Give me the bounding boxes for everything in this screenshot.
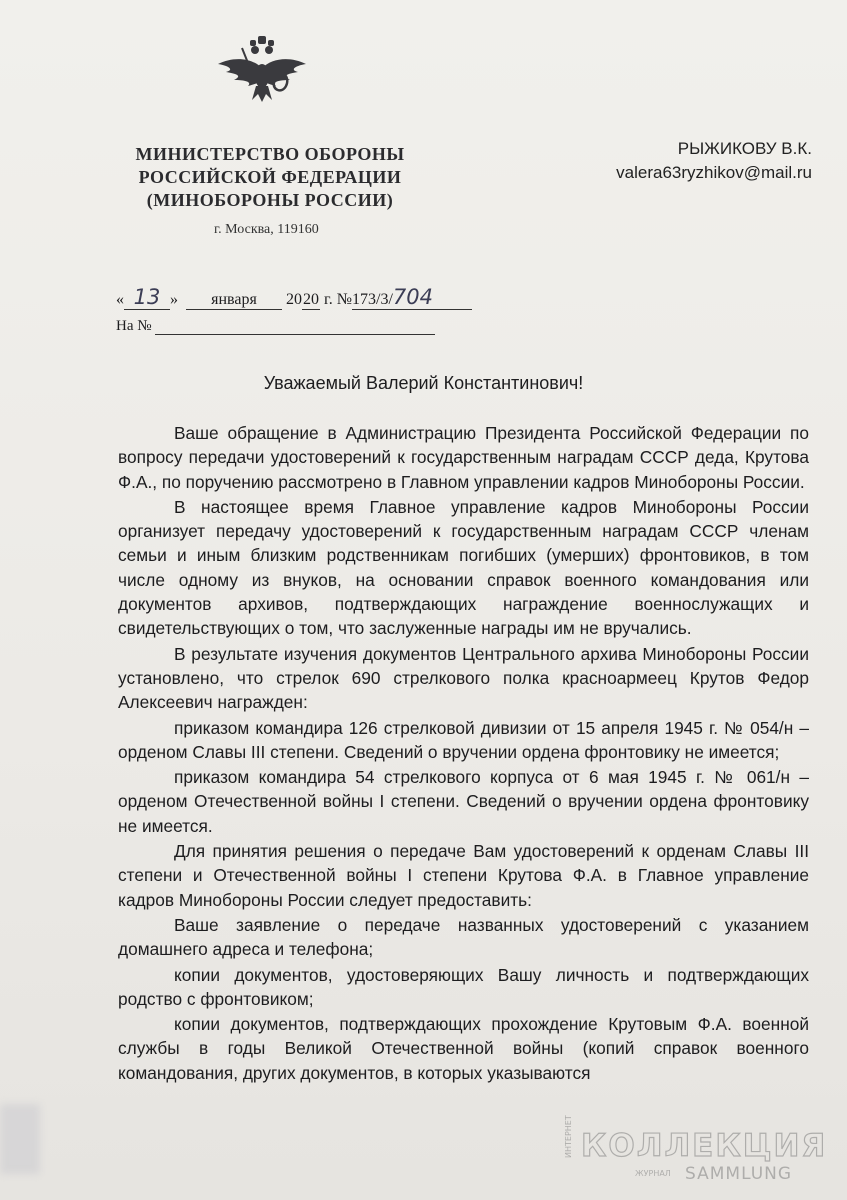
watermark-journal: ЖУРНАЛ: [635, 1169, 671, 1178]
watermark-main: КОЛЛЕКЦИЯ: [581, 1128, 828, 1164]
reference-label: На №: [116, 318, 152, 334]
paragraph: копии документов, подтверждающих прохождение Крутовым Ф.А. военной службы в годы Великой Отечественной войны (копий справок военного командования, других документов, в которых указываются: [118, 1014, 809, 1083]
year-label: г.: [324, 291, 333, 308]
paragraph: В результате изучения документов Центрального архива Минобороны России установлено, что стрелок 690 стрелкового полка красноармеец Крутов Федор Алексеевич награжден:: [118, 643, 809, 713]
reference-line: [116, 318, 435, 335]
addressee-block: [616, 137, 812, 185]
paragraph: копии документов, удостоверяющих Вашу личность и подтверждающих родство с фронтовиком;: [118, 964, 809, 1009]
document-number-printed: 173/3/: [352, 291, 393, 308]
reference-blank: [155, 320, 435, 335]
letter-body: [118, 421, 809, 1086]
date-day: 13: [124, 285, 170, 310]
document-number: [352, 285, 472, 310]
paragraph: Для принятия решения о передаче Вам удостоверений к орденам Славы III степени и Отечественной войны I степени Крутова Ф.А. в Главное управление кадров Минобороны России следует предоставить:: [118, 841, 809, 910]
document-number-handwritten: 704: [392, 285, 434, 309]
watermark-sub: SAMMLUNG: [685, 1164, 793, 1184]
paragraph: приказом командира 54 стрелкового корпуса от 6 мая 1945 г. № 061/н – орденом Отечественной войны I степени. Сведений о вручении ордена фронтовику не имеется.: [118, 767, 809, 836]
document-dateline: [116, 285, 472, 310]
year-prefix: 20: [286, 291, 302, 308]
watermark-side-text: ИНТЕРНЕТ: [564, 1115, 573, 1158]
addressee-name: РЫЖИКОВУ В.К.: [677, 139, 812, 158]
collection-watermark-logo: [564, 1115, 828, 1186]
year-suffix: 20: [303, 291, 319, 308]
addressee-email: valera63ryzhikov@mail.ru: [616, 163, 812, 182]
ministry-address: г. Москва, 119160: [214, 222, 319, 237]
date-month: января: [186, 291, 282, 310]
paragraph: В настоящее время Главное управление кадров Минобороны России организует передачу удостоверений к государственным наградам СССР членам семьи и иным близким родственникам погибших (умерших) фронтовиков, в том числе одному из внуков, на основании справок военного командования или документов архивов, подтверждающих награждение военнослужащих и свидетельствующих о том, что заслуженные награды им не вручались.: [118, 496, 809, 639]
paragraph: приказом командира 126 стрелковой дивизии от 15 апреля 1945 г. № 054/н – орденом Славы III степени. Сведений о вручении ордена фронтовику не имеется;: [118, 717, 809, 762]
close-quote: »: [170, 291, 178, 308]
greeting: Уважаемый Валерий Константинович!: [263, 373, 584, 393]
double-headed-eagle-icon: [212, 28, 312, 104]
ministry-name: [120, 143, 420, 212]
ministry-line: (МИНОБОРОНЫ РОССИИ): [146, 190, 394, 210]
ministry-line: МИНИСТЕРСТВО ОБОРОНЫ: [135, 144, 405, 164]
open-quote: «: [116, 291, 124, 308]
paragraph: Ваше обращение в Администрацию Президента Российской Федерации по вопросу передачи удостоверений к государственным наградам СССР деда, Крутова Ф.А., по поручению рассмотрено в Главном управлении кадров Минобороны России.: [118, 423, 809, 492]
ministry-line: РОССИЙСКОЙ ФЕДЕРАЦИИ: [138, 167, 402, 187]
number-label: №: [336, 291, 353, 308]
paragraph: Ваше заявление о передаче названных удостоверений с указанием домашнего адреса и телефона;: [118, 914, 809, 960]
blurred-corner: [0, 1104, 40, 1174]
